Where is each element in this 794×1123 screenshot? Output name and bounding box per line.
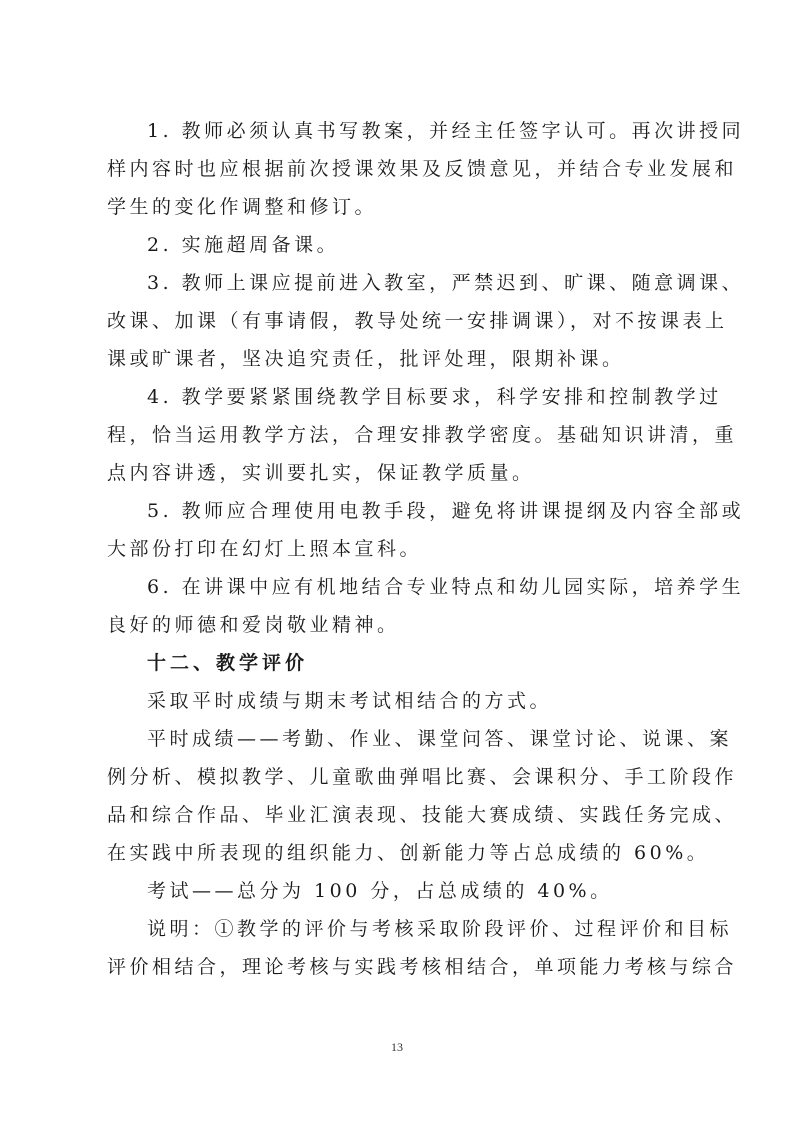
paragraph-10-line-2: 评价相结合，理论考核与实践考核相结合，单项能力考核与综合 <box>107 956 738 978</box>
paragraph-1-line-3: 学生的变化作调整和修订。 <box>107 196 378 218</box>
page-number: 13 <box>391 1040 403 1054</box>
paragraph-8-line-2: 例分析、模拟教学、儿童歌曲弹唱比赛、会课积分、手工阶段作 <box>107 766 738 788</box>
paragraph-5-line-2: 大部份打印在幻灯上照本宣科。 <box>107 538 423 560</box>
paragraph-1-line-2: 样内容时也应根据前次授课效果及反馈意见，并结合专业发展和 <box>107 158 738 180</box>
paragraph-3-line-1: 3. 教师上课应提前进入教室，严禁迟到、旷课、随意调课、 <box>147 272 745 294</box>
paragraph-4-line-1: 4. 教学要紧紧围绕教学目标要求，科学安排和控制教学过 <box>147 386 722 408</box>
paragraph-7-line-1: 采取平时成绩与期末考试相结合的方式。 <box>147 690 553 712</box>
paragraph-8-line-4: 在实践中所表现的组织能力、创新能力等占总成绩的 60%。 <box>107 842 710 864</box>
paragraph-4-line-2: 程，恰当运用教学方法，合理安排教学密度。基础知识讲清，重 <box>107 424 738 446</box>
paragraph-4-line-3: 点内容讲透，实训要扎实，保证教学质量。 <box>107 462 535 484</box>
paragraph-8-line-1: 平时成绩——考勤、作业、课堂问答、课堂讨论、说课、案 <box>147 728 733 750</box>
section-heading: 十二、教学评价 <box>147 652 309 674</box>
paragraph-6-line-1: 6. 在讲课中应有机地结合专业特点和幼儿园实际，培养学生 <box>147 576 745 598</box>
paragraph-1-line-1: 1. 教师必须认真书写教案，并经主任签字认可。再次讲授同 <box>147 120 745 142</box>
paragraph-6-line-2: 良好的师德和爱岗敬业精神。 <box>107 614 400 636</box>
paragraph-9-line-1: 考试——总分为 100 分，占总成绩的 40%。 <box>147 880 613 902</box>
paragraph-3-line-2: 改课、加课（有事请假，教导处统一安排调课），对不按课表上 <box>107 310 728 332</box>
paragraph-10-line-1: 说明：①教学的评价与考核采取阶段评价、过程评价和目标 <box>147 918 733 940</box>
paragraph-5-line-1: 5. 教师应合理使用电教手段，避免将讲课提纲及内容全部或 <box>147 500 745 522</box>
paragraph-3-line-3: 课或旷课者，坚决追究责任，批评处理，限期补课。 <box>107 348 625 370</box>
paragraph-2-line-1: 2. 实施超周备课。 <box>147 234 340 256</box>
paragraph-8-line-3: 品和综合作品、毕业汇演表现、技能大赛成绩、实践任务完成、 <box>107 804 738 826</box>
